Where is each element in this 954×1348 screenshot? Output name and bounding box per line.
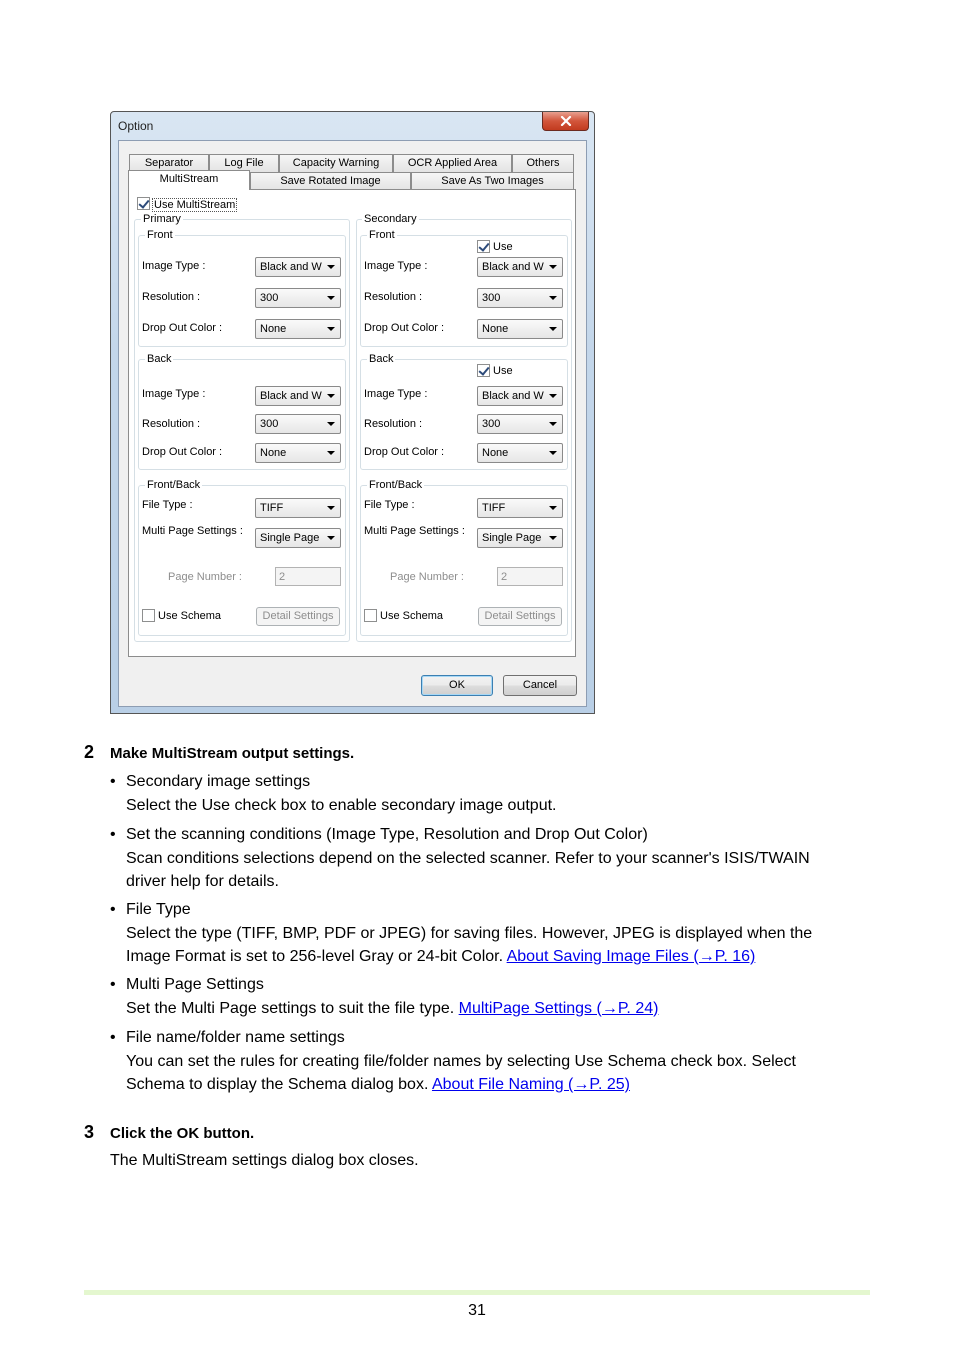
primary-back-image-type-select[interactable]: Black and W [255, 386, 341, 406]
primary-detail-settings-button[interactable]: Detail Settings [256, 607, 340, 626]
primary-back-dropout-label: Drop Out Color : [142, 446, 223, 458]
bullet-icon: • [110, 826, 116, 843]
primary-front-resolution-select[interactable]: 300 [255, 288, 341, 308]
secondary-front-resolution-select[interactable]: 300 [477, 288, 563, 308]
primary-multi-page-select[interactable]: Single Page [255, 528, 341, 548]
bullet-secondary-image: Secondary image settings Select the Use check box to enable secondary image output. [126, 773, 557, 814]
bullet-icon: • [110, 1029, 116, 1046]
primary-front-image-type-select[interactable]: Black and W [255, 257, 341, 277]
page-number: 31 [468, 1302, 486, 1319]
chevron-down-icon [327, 327, 335, 331]
tab-separator[interactable]: Separator [129, 154, 209, 172]
bullet-file-type: File Type Select the type (TIFF, BMP, PDF or JPEG) for saving files. However, JPEG is displayed when the Image Format is set to 256-level Gray or 24-bit Color. About Saving Image Files (→P. 16) [126, 901, 813, 965]
primary-back-label: Back [147, 353, 172, 365]
option-dialog [110, 111, 595, 714]
primary-back-resolution-select[interactable]: 300 [255, 414, 341, 434]
step-2-number: 2 [84, 742, 95, 762]
bullet-scanning-conditions: Set the scanning conditions (Image Type, Resolution and Drop Out Color) Scan conditions selections depend on the selected scanner. Refer to your scanner's ISIS/TWAIN driver help for details. [126, 826, 810, 890]
secondary-back-dropout-select[interactable]: None [477, 443, 563, 463]
primary-page-number-label: Page Number : [168, 571, 242, 583]
secondary-back-image-type-select[interactable]: Black and W [477, 386, 563, 406]
secondary-use-schema-checkbox[interactable] [364, 609, 377, 622]
secondary-multi-page-label: Multi Page Settings : [364, 525, 465, 537]
chevron-down-icon [549, 394, 557, 398]
secondary-frontback-label: Front/Back [369, 479, 423, 491]
use-multistream-checkbox[interactable] [137, 197, 150, 210]
dialog-title: Option [118, 119, 154, 133]
chevron-down-icon [549, 327, 557, 331]
close-icon [560, 116, 572, 126]
primary-use-schema-label: Use Schema [158, 610, 221, 622]
primary-back-resolution-label: Resolution : [142, 418, 201, 430]
chevron-down-icon [549, 265, 557, 269]
bullet-icon: • [110, 773, 116, 790]
secondary-front-dropout-select[interactable]: None [477, 319, 563, 339]
chevron-down-icon [327, 536, 335, 540]
step-3-heading: Click the OK button. [110, 1125, 255, 1142]
multistream-panel [128, 189, 576, 657]
tab-capacity-warning[interactable]: Capacity Warning [279, 154, 393, 172]
dialog-titlebar[interactable] [111, 112, 594, 140]
secondary-back-resolution-select[interactable]: 300 [477, 414, 563, 434]
secondary-back-dropout-label: Drop Out Color : [364, 446, 445, 458]
secondary-front-dropout-label: Drop Out Color : [364, 322, 445, 334]
step-3-text: The MultiStream settings dialog box closes. [110, 1152, 419, 1169]
primary-file-type-label: File Type : [142, 499, 193, 511]
chevron-down-icon [549, 506, 557, 510]
ok-button[interactable]: OK [421, 675, 493, 696]
chevron-down-icon [327, 296, 335, 300]
primary-back-image-type-label: Image Type : [142, 388, 206, 400]
secondary-back-image-type-label: Image Type : [364, 388, 428, 400]
secondary-back-use-label: Use [493, 365, 513, 377]
cancel-button[interactable]: Cancel [503, 675, 577, 696]
secondary-file-type-select[interactable]: TIFF [477, 498, 563, 518]
secondary-page-number-input[interactable]: 2 [497, 567, 563, 586]
primary-back-dropout-select[interactable]: None [255, 443, 341, 463]
secondary-back-label: Back [369, 353, 394, 365]
chevron-down-icon [549, 296, 557, 300]
secondary-detail-settings-button[interactable]: Detail Settings [478, 607, 562, 626]
close-button[interactable] [542, 112, 589, 131]
tab-save-as-two-images[interactable]: Save As Two Images [411, 172, 574, 190]
dialog-client [118, 140, 587, 707]
tab-others[interactable]: Others [512, 154, 574, 172]
link-about-saving-image-files[interactable]: About Saving Image Files (→P. 16) [506, 948, 756, 965]
link-about-file-naming[interactable]: About File Naming (→P. 25) [431, 1076, 630, 1093]
step-2-heading: Make MultiStream output settings. [110, 745, 355, 762]
secondary-file-type-label: File Type : [364, 499, 415, 511]
tab-multistream[interactable]: MultiStream [128, 170, 250, 190]
primary-multi-page-label: Multi Page Settings : [142, 525, 243, 537]
bullet-icon: • [110, 976, 116, 993]
step-3-number: 3 [84, 1122, 95, 1142]
tab-log-file[interactable]: Log File [209, 154, 279, 172]
bullet-multi-page-settings: Multi Page Settings Set the Multi Page settings to suit the file type. MultiPage Settings (→P. 24) [126, 976, 659, 1017]
secondary-label: Secondary [364, 213, 417, 225]
secondary-front-image-type-select[interactable]: Black and W [477, 257, 563, 277]
secondary-front-use-checkbox[interactable] [477, 240, 490, 253]
primary-file-type-select[interactable]: TIFF [255, 498, 341, 518]
secondary-use-schema-label: Use Schema [380, 610, 443, 622]
primary-use-schema-checkbox[interactable] [142, 609, 155, 622]
primary-page-number-input[interactable]: 2 [275, 567, 341, 586]
chevron-down-icon [327, 422, 335, 426]
chevron-down-icon [327, 506, 335, 510]
secondary-front-image-type-label: Image Type : [364, 260, 428, 272]
link-multipage-settings[interactable]: MultiPage Settings (→P. 24) [458, 999, 659, 1017]
bullet-icon: • [110, 901, 116, 918]
chevron-down-icon [549, 451, 557, 455]
tab-save-rotated-image[interactable]: Save Rotated Image [250, 172, 411, 190]
primary-frontback-label: Front/Back [147, 479, 201, 491]
primary-front-image-type-label: Image Type : [142, 260, 206, 272]
use-multistream-label: Use MultiStream [154, 199, 236, 211]
tab-ocr-applied-area[interactable]: OCR Applied Area [393, 154, 512, 172]
chevron-down-icon [327, 394, 335, 398]
secondary-back-use-checkbox[interactable] [477, 364, 490, 377]
secondary-multi-page-select[interactable]: Single Page [477, 528, 563, 548]
secondary-front-resolution-label: Resolution : [364, 291, 423, 303]
chevron-down-icon [549, 422, 557, 426]
chevron-down-icon [327, 451, 335, 455]
primary-front-resolution-label: Resolution : [142, 291, 201, 303]
bullet-file-name-settings: File name/folder name settings You can set the rules for creating file/folder names by selecting Use Schema check box. Select Schema to display the Schema dialog box. About File Naming (→P. 25) [126, 1029, 796, 1093]
primary-front-dropout-select[interactable]: None [255, 319, 341, 339]
footer-divider [84, 1290, 870, 1295]
secondary-page-number-label: Page Number : [390, 571, 464, 583]
primary-label: Primary [143, 213, 181, 225]
primary-front-label: Front [147, 229, 173, 241]
secondary-back-resolution-label: Resolution : [364, 418, 423, 430]
primary-front-dropout-label: Drop Out Color : [142, 322, 223, 334]
chevron-down-icon [327, 265, 335, 269]
secondary-front-use-label: Use [493, 241, 513, 253]
chevron-down-icon [549, 536, 557, 540]
secondary-front-label: Front [369, 229, 395, 241]
